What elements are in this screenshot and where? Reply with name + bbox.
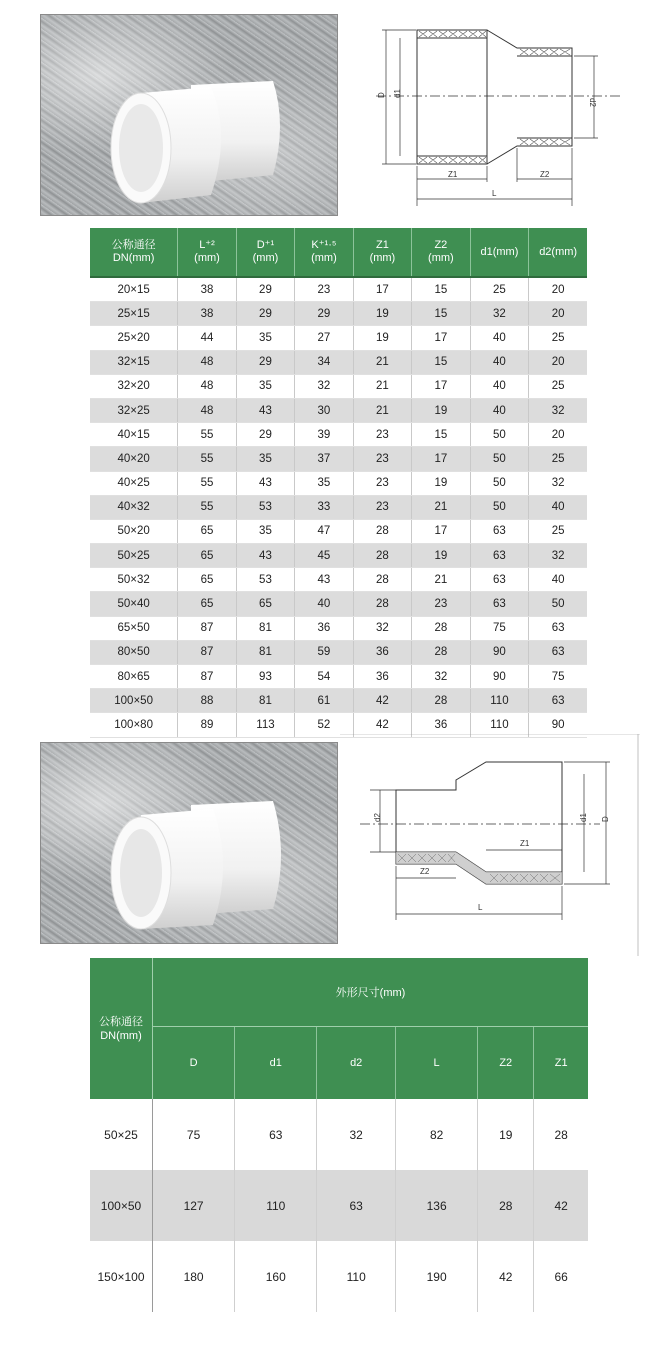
value-cell: 45	[295, 544, 353, 568]
label-Z1: Z1	[520, 839, 530, 848]
value-cell: 90	[529, 713, 587, 737]
column-header-line2: (mm)	[369, 252, 396, 264]
dn-cell: 32×20	[90, 374, 178, 398]
table-row	[90, 519, 587, 543]
technical-drawing-reducer-1	[372, 14, 628, 214]
table-row	[90, 592, 587, 616]
value-cell: 28	[353, 592, 411, 616]
column-header: Z1	[534, 1027, 588, 1100]
value-cell: 36	[412, 713, 470, 737]
column-header-line2: (mm)	[311, 252, 337, 264]
dn-header-line1: 公称通径	[99, 1015, 143, 1028]
value-cell: 28	[412, 640, 470, 664]
value-cell: 28	[353, 519, 411, 543]
column-header: d2	[317, 1027, 396, 1100]
value-cell: 29	[236, 350, 294, 374]
dn-cell: 80×65	[90, 665, 178, 689]
value-cell: 42	[353, 689, 411, 713]
column-header	[529, 228, 587, 277]
value-cell: 90	[470, 640, 529, 664]
column-header-line1: L⁺²	[199, 239, 215, 251]
value-cell: 15	[412, 277, 470, 302]
value-cell: 25	[470, 277, 529, 302]
value-cell: 35	[236, 374, 294, 398]
value-cell: 42	[478, 1241, 534, 1312]
table-body	[90, 277, 587, 737]
column-header	[295, 228, 353, 277]
value-cell: 15	[412, 302, 470, 326]
value-cell: 54	[295, 665, 353, 689]
value-cell: 21	[353, 350, 411, 374]
value-cell: 63	[529, 616, 587, 640]
table-row	[90, 568, 587, 592]
value-cell: 29	[236, 423, 294, 447]
value-cell: 21	[353, 374, 411, 398]
value-cell: 87	[178, 665, 236, 689]
table-row	[90, 1099, 588, 1170]
value-cell: 19	[353, 326, 411, 350]
value-cell: 40	[529, 568, 587, 592]
value-cell: 136	[396, 1170, 478, 1241]
value-cell: 36	[353, 665, 411, 689]
value-cell: 63	[470, 592, 529, 616]
value-cell: 40	[470, 350, 529, 374]
value-cell: 53	[236, 495, 294, 519]
value-cell: 17	[412, 447, 470, 471]
table-row	[90, 616, 587, 640]
value-cell: 36	[295, 616, 353, 640]
value-cell: 110	[470, 689, 529, 713]
table-row	[90, 350, 587, 374]
label-d1: d1	[393, 89, 402, 98]
table-row	[90, 495, 587, 519]
dn-cell: 50×25	[90, 544, 178, 568]
dn-cell: 20×15	[90, 277, 178, 302]
value-cell: 17	[353, 277, 411, 302]
value-cell: 43	[236, 398, 294, 422]
value-cell: 39	[295, 423, 353, 447]
value-cell: 23	[353, 471, 411, 495]
dn-cell: 65×50	[90, 616, 178, 640]
dn-cell: 40×15	[90, 423, 178, 447]
value-cell: 29	[236, 277, 294, 302]
value-cell: 75	[153, 1099, 235, 1170]
dn-cell: 25×20	[90, 326, 178, 350]
value-cell: 17	[412, 374, 470, 398]
value-cell: 88	[178, 689, 236, 713]
table-row	[90, 1241, 588, 1312]
value-cell: 38	[178, 277, 236, 302]
value-cell: 48	[178, 350, 236, 374]
column-header-line1: Z1	[375, 239, 389, 251]
value-cell: 113	[236, 713, 294, 737]
dn-header	[90, 958, 153, 1099]
dn-cell: 50×40	[90, 592, 178, 616]
technical-drawing-reducer-2	[340, 734, 640, 956]
table-row	[90, 1170, 588, 1241]
value-cell: 23	[353, 423, 411, 447]
value-cell: 19	[353, 302, 411, 326]
dn-cell: 40×20	[90, 447, 178, 471]
value-cell: 42	[534, 1170, 588, 1241]
value-cell: 63	[317, 1170, 396, 1241]
column-header	[178, 228, 236, 277]
column-header	[412, 228, 470, 277]
table-row	[90, 689, 587, 713]
value-cell: 180	[153, 1241, 235, 1312]
value-cell: 23	[295, 277, 353, 302]
dimension-table-2	[90, 958, 588, 1312]
value-cell: 40	[529, 495, 587, 519]
value-cell: 32	[317, 1099, 396, 1170]
table-row	[90, 302, 587, 326]
value-cell: 27	[295, 326, 353, 350]
label-Z2: Z2	[420, 867, 430, 876]
label-d2: d2	[373, 813, 382, 822]
value-cell: 53	[236, 568, 294, 592]
label-D: D	[601, 816, 610, 822]
column-header	[470, 228, 529, 277]
value-cell: 75	[470, 616, 529, 640]
value-cell: 21	[353, 398, 411, 422]
value-cell: 20	[529, 277, 587, 302]
column-header	[90, 228, 178, 277]
table-row	[90, 665, 587, 689]
value-cell: 87	[178, 640, 236, 664]
value-cell: 25	[529, 519, 587, 543]
value-cell: 25	[529, 374, 587, 398]
label-D: D	[377, 92, 386, 98]
value-cell: 93	[236, 665, 294, 689]
value-cell: 40	[470, 326, 529, 350]
value-cell: 47	[295, 519, 353, 543]
column-header-line2: DN(mm)	[112, 252, 155, 264]
dn-cell: 100×50	[90, 1170, 153, 1241]
value-cell: 48	[178, 398, 236, 422]
value-cell: 43	[295, 568, 353, 592]
value-cell: 59	[295, 640, 353, 664]
value-cell: 19	[412, 544, 470, 568]
sub-header-row	[90, 1027, 588, 1100]
value-cell: 63	[470, 519, 529, 543]
value-cell: 160	[235, 1241, 317, 1312]
value-cell: 28	[412, 689, 470, 713]
column-header	[236, 228, 294, 277]
value-cell: 65	[178, 544, 236, 568]
table-row	[90, 374, 587, 398]
column-header: L	[396, 1027, 478, 1100]
value-cell: 15	[412, 423, 470, 447]
dn-cell: 150×100	[90, 1241, 153, 1312]
value-cell: 44	[178, 326, 236, 350]
reducer-photo-illustration	[41, 743, 337, 943]
table-row	[90, 277, 587, 302]
value-cell: 35	[236, 326, 294, 350]
value-cell: 82	[396, 1099, 478, 1170]
value-cell: 35	[236, 519, 294, 543]
table-row	[90, 326, 587, 350]
label-L: L	[492, 189, 497, 198]
value-cell: 61	[295, 689, 353, 713]
value-cell: 20	[529, 423, 587, 447]
table-header-row	[90, 228, 587, 277]
dn-cell: 100×50	[90, 689, 178, 713]
reducer-photo-illustration	[41, 15, 337, 215]
value-cell: 28	[353, 544, 411, 568]
value-cell: 21	[412, 568, 470, 592]
dn-cell: 50×32	[90, 568, 178, 592]
column-header-line2: (mm)	[428, 252, 454, 264]
value-cell: 110	[317, 1241, 396, 1312]
value-cell: 32	[529, 471, 587, 495]
label-Z1: Z1	[448, 170, 458, 179]
value-cell: 20	[529, 302, 587, 326]
dn-cell: 40×25	[90, 471, 178, 495]
value-cell: 75	[529, 665, 587, 689]
value-cell: 65	[178, 519, 236, 543]
value-cell: 28	[554, 1127, 568, 1142]
value-cell: 65	[178, 592, 236, 616]
value-cell: 34	[295, 350, 353, 374]
value-cell: 19	[412, 471, 470, 495]
value-cell: 55	[178, 495, 236, 519]
group-header: 外形尺寸(mm)	[153, 958, 589, 1027]
column-header: Z2	[478, 1027, 534, 1100]
value-cell: 65	[236, 592, 294, 616]
value-cell: 15	[412, 350, 470, 374]
dn-cell: 40×32	[90, 495, 178, 519]
label-d1: d1	[579, 813, 588, 822]
value-cell: 28	[353, 568, 411, 592]
value-cell: 127	[153, 1170, 235, 1241]
value-cell: 23	[353, 495, 411, 519]
value-cell: 43	[236, 544, 294, 568]
column-header-line1: d2(mm)	[539, 245, 578, 258]
value-cell: 63	[529, 689, 587, 713]
value-cell: 63	[470, 568, 529, 592]
table-body	[90, 1099, 588, 1312]
value-cell: 35	[236, 447, 294, 471]
product-photo-reducer-1	[40, 14, 338, 216]
label-Z2: Z2	[540, 170, 550, 179]
value-cell: 17	[412, 326, 470, 350]
value-cell: 32	[295, 374, 353, 398]
value-cell: 55	[178, 423, 236, 447]
value-cell: 81	[236, 689, 294, 713]
value-cell: 66	[554, 1269, 568, 1284]
value-cell: 23	[353, 447, 411, 471]
value-cell: 19	[478, 1099, 534, 1170]
value-cell: 30	[295, 398, 353, 422]
value-cell: 55	[178, 471, 236, 495]
value-cell: 63	[529, 640, 587, 664]
table-row	[90, 640, 587, 664]
value-cell: 110	[470, 713, 529, 737]
dn-header-line2: DN(mm)	[100, 1029, 142, 1042]
value-cell: 63	[235, 1099, 317, 1170]
value-cell: 32	[412, 665, 470, 689]
value-cell: 50	[529, 592, 587, 616]
value-cell: 50	[470, 495, 529, 519]
table-row	[90, 447, 587, 471]
value-cell: 21	[412, 495, 470, 519]
value-cell: 50	[470, 471, 529, 495]
column-header-line1: D⁺¹	[256, 239, 275, 251]
value-cell: 65	[178, 568, 236, 592]
dn-cell: 32×15	[90, 350, 178, 374]
value-cell: 32	[529, 398, 587, 422]
value-cell: 40	[470, 398, 529, 422]
product-photo-reducer-2	[40, 742, 338, 944]
value-cell: 50	[470, 447, 529, 471]
value-cell: 38	[178, 302, 236, 326]
value-cell: 25	[529, 447, 587, 471]
table-row	[90, 423, 587, 447]
value-cell: 29	[295, 302, 353, 326]
value-cell: 37	[295, 447, 353, 471]
value-cell: 25	[529, 326, 587, 350]
column-header-line1: Z2	[434, 239, 448, 251]
dn-cell: 50×25	[90, 1099, 153, 1170]
column-header-line1: d1(mm)	[480, 245, 519, 258]
value-cell: 50	[470, 423, 529, 447]
dn-cell: 50×20	[90, 519, 178, 543]
column-header-line1: K⁺¹·⁵	[311, 239, 337, 251]
table-row	[90, 398, 587, 422]
column-header: D	[153, 1027, 235, 1100]
label-L: L	[478, 903, 483, 912]
value-cell: 87	[178, 616, 236, 640]
value-cell: 42	[353, 713, 411, 737]
value-cell: 28	[478, 1170, 534, 1241]
value-cell: 28	[412, 616, 470, 640]
value-cell: 17	[412, 519, 470, 543]
value-cell: 48	[178, 374, 236, 398]
value-cell: 81	[236, 616, 294, 640]
value-cell: 33	[295, 495, 353, 519]
dn-cell: 25×15	[90, 302, 178, 326]
value-cell: 32	[529, 544, 587, 568]
value-cell: 52	[295, 713, 353, 737]
dn-cell: 100×80	[90, 713, 178, 737]
value-cell: 81	[236, 640, 294, 664]
value-cell: 36	[353, 640, 411, 664]
column-header-line2: (mm)	[194, 252, 220, 264]
value-cell: 43	[236, 471, 294, 495]
column-header-line2: (mm)	[252, 252, 279, 264]
value-cell: 63	[470, 544, 529, 568]
value-cell: 40	[470, 374, 529, 398]
column-header-line1: 公称通径	[111, 239, 156, 251]
value-cell: 29	[236, 302, 294, 326]
column-header: d1	[235, 1027, 317, 1100]
value-cell: 89	[178, 713, 236, 737]
value-cell: 19	[412, 398, 470, 422]
label-d2: d2	[588, 98, 597, 107]
value-cell: 190	[396, 1241, 478, 1312]
value-cell: 32	[353, 616, 411, 640]
value-cell: 23	[412, 592, 470, 616]
value-cell: 110	[235, 1170, 317, 1241]
value-cell: 90	[470, 665, 529, 689]
dn-cell: 32×25	[90, 398, 178, 422]
value-cell: 35	[295, 471, 353, 495]
dn-cell: 80×50	[90, 640, 178, 664]
dimension-table-1	[90, 228, 587, 738]
column-header	[353, 228, 411, 277]
table-row	[90, 544, 587, 568]
value-cell: 32	[470, 302, 529, 326]
value-cell: 20	[529, 350, 587, 374]
value-cell: 55	[178, 447, 236, 471]
value-cell: 40	[295, 592, 353, 616]
table-row	[90, 471, 587, 495]
